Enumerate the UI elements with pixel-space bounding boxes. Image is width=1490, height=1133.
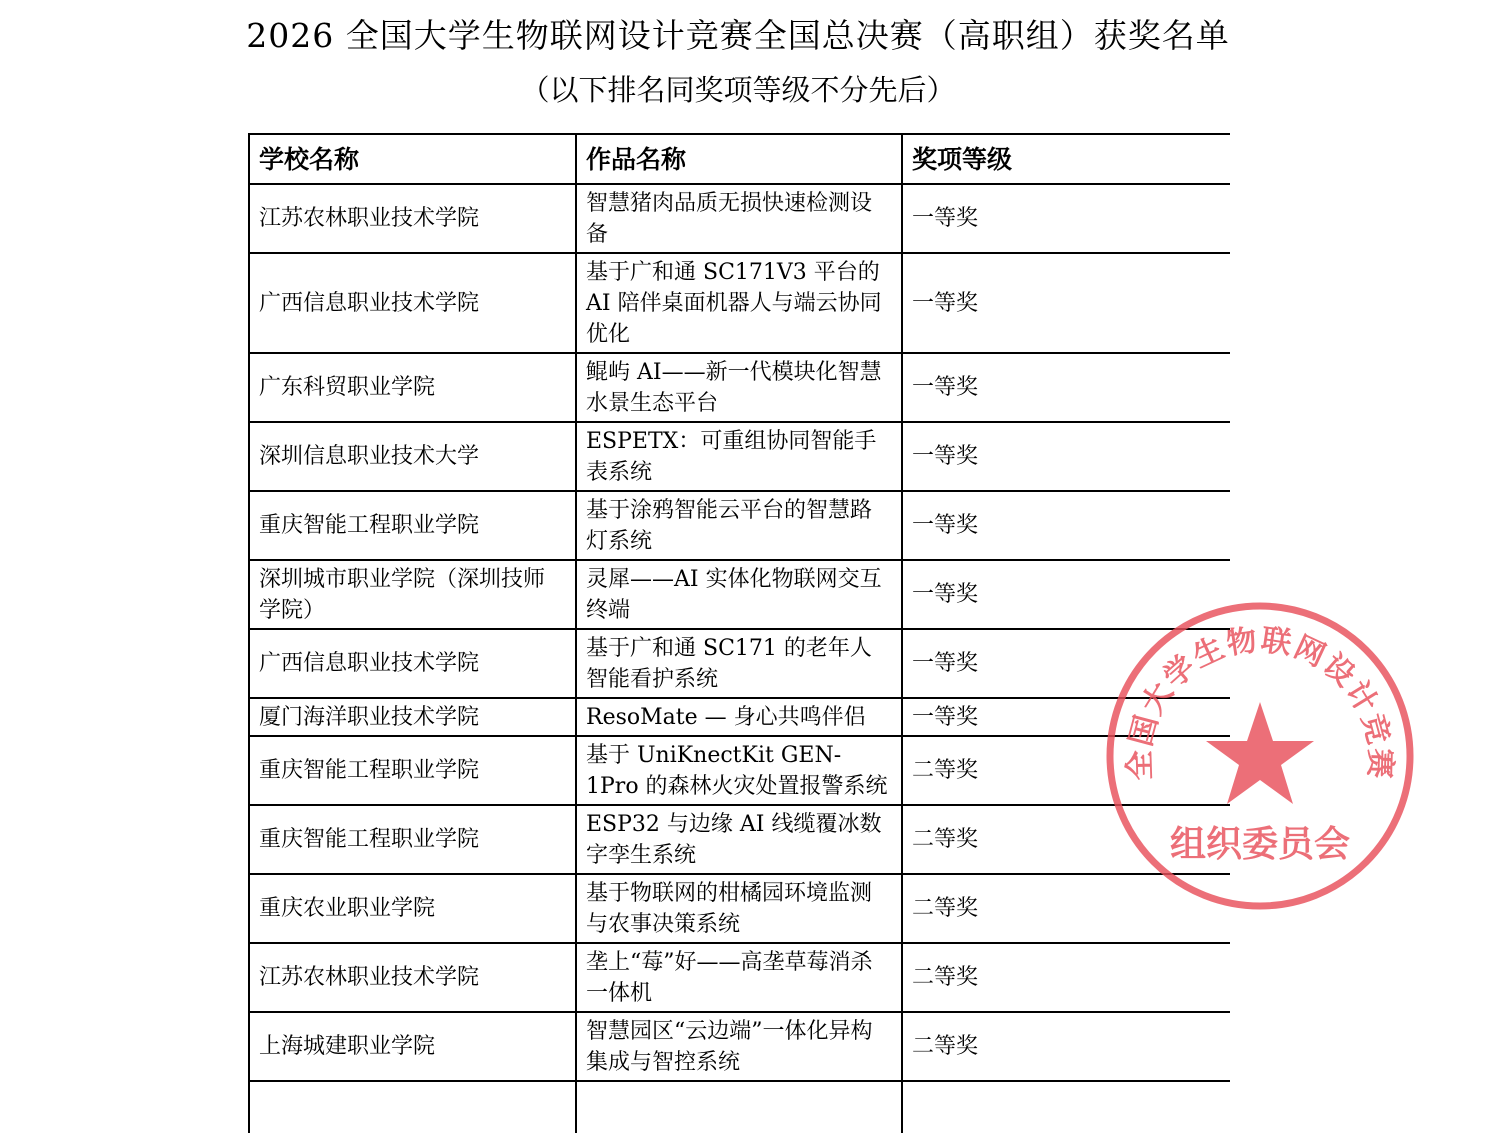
table-row	[249, 491, 1230, 560]
project-cell: 垄上“莓”好——高垄草莓消杀一体机	[576, 943, 902, 1012]
project-cell: ESP32 与边缘 AI 线缆覆冰数字孪生系统	[576, 805, 902, 874]
award-cell: 一等奖	[902, 184, 1230, 253]
school-cell: 深圳城市职业学院（深圳技师学院）	[249, 560, 576, 629]
stamp-top-text: 全国大学生物联网设计竞赛	[1122, 622, 1398, 781]
header-award: 奖项等级	[902, 134, 1230, 184]
table-header-row	[249, 134, 1230, 184]
table-row	[249, 943, 1230, 1012]
school-cell: 江苏农林职业技术学院	[249, 184, 576, 253]
school-cell: 深圳信息职业技术大学	[249, 422, 576, 491]
project-cell: 灵犀——AI 实体化物联网交互终端	[576, 560, 902, 629]
award-cell: 二等奖	[902, 805, 1230, 874]
award-table-container	[248, 133, 1230, 1133]
table-row	[249, 184, 1230, 253]
award-cell: 二等奖	[902, 736, 1230, 805]
school-cell: 重庆智能工程职业学院	[249, 491, 576, 560]
award-cell: 一等奖	[902, 353, 1230, 422]
school-cell: 厦门海洋职业技术学院	[249, 698, 576, 736]
award-cell: 二等奖	[902, 943, 1230, 1012]
project-cell: 基于广和通 SC171 的老年人智能看护系统	[576, 629, 902, 698]
table-row	[249, 1081, 1230, 1133]
school-cell: 重庆农业职业学院	[249, 874, 576, 943]
school-cell	[249, 1081, 576, 1133]
table-row	[249, 805, 1230, 874]
school-cell: 广东科贸职业学院	[249, 353, 576, 422]
project-cell: 基于 UniKnectKit GEN-1Pro 的森林火灾处置报警系统	[576, 736, 902, 805]
award-cell: 一等奖	[902, 698, 1230, 736]
school-cell: 江苏农林职业技术学院	[249, 943, 576, 1012]
project-cell: 基于涂鸦智能云平台的智慧路灯系统	[576, 491, 902, 560]
award-cell: 一等奖	[902, 422, 1230, 491]
award-cell: 一等奖	[902, 253, 1230, 353]
award-cell: 一等奖	[902, 560, 1230, 629]
project-cell: 鲲屿 AI——新一代模块化智慧水景生态平台	[576, 353, 902, 422]
award-cell: 一等奖	[902, 491, 1230, 560]
header-project: 作品名称	[576, 134, 902, 184]
table-row	[249, 736, 1230, 805]
project-cell: 智慧园区“云边端”一体化异构集成与智控系统	[576, 1012, 902, 1081]
award-cell: 二等奖	[902, 874, 1230, 943]
table-row	[249, 698, 1230, 736]
page-subtitle: （以下排名同奖项等级不分先后）	[520, 73, 956, 107]
school-cell: 广西信息职业技术学院	[249, 253, 576, 353]
school-cell: 重庆智能工程职业学院	[249, 736, 576, 805]
page-title: 2026 全国大学生物联网设计竞赛全国总决赛（高职组）获奖名单	[246, 16, 1230, 55]
table-row	[249, 560, 1230, 629]
school-cell: 重庆智能工程职业学院	[249, 805, 576, 874]
school-cell: 上海城建职业学院	[249, 1012, 576, 1081]
project-cell: 智慧猪肉品质无损快速检测设备	[576, 184, 902, 253]
award-cell: 二等奖	[902, 1012, 1230, 1081]
school-cell: 广西信息职业技术学院	[249, 629, 576, 698]
award-table	[248, 133, 1230, 1133]
project-cell: 基于广和通 SC171V3 平台的 AI 陪伴桌面机器人与端云协同优化	[576, 253, 902, 353]
project-cell: ESPETX：可重组协同智能手表系统	[576, 422, 902, 491]
award-cell: 一等奖	[902, 629, 1230, 698]
project-cell: 基于物联网的柑橘园环境监测与农事决策系统	[576, 874, 902, 943]
table-row	[249, 253, 1230, 353]
header-school: 学校名称	[249, 134, 576, 184]
project-cell	[576, 1081, 902, 1133]
award-cell	[902, 1081, 1230, 1133]
table-row	[249, 353, 1230, 422]
project-cell: ResoMate — 身心共鸣伴侣	[576, 698, 902, 736]
table-row	[249, 1012, 1230, 1081]
table-row	[249, 874, 1230, 943]
table-row	[249, 422, 1230, 491]
stamp-bottom-text: 组织委员会	[1169, 824, 1351, 865]
table-row	[249, 629, 1230, 698]
